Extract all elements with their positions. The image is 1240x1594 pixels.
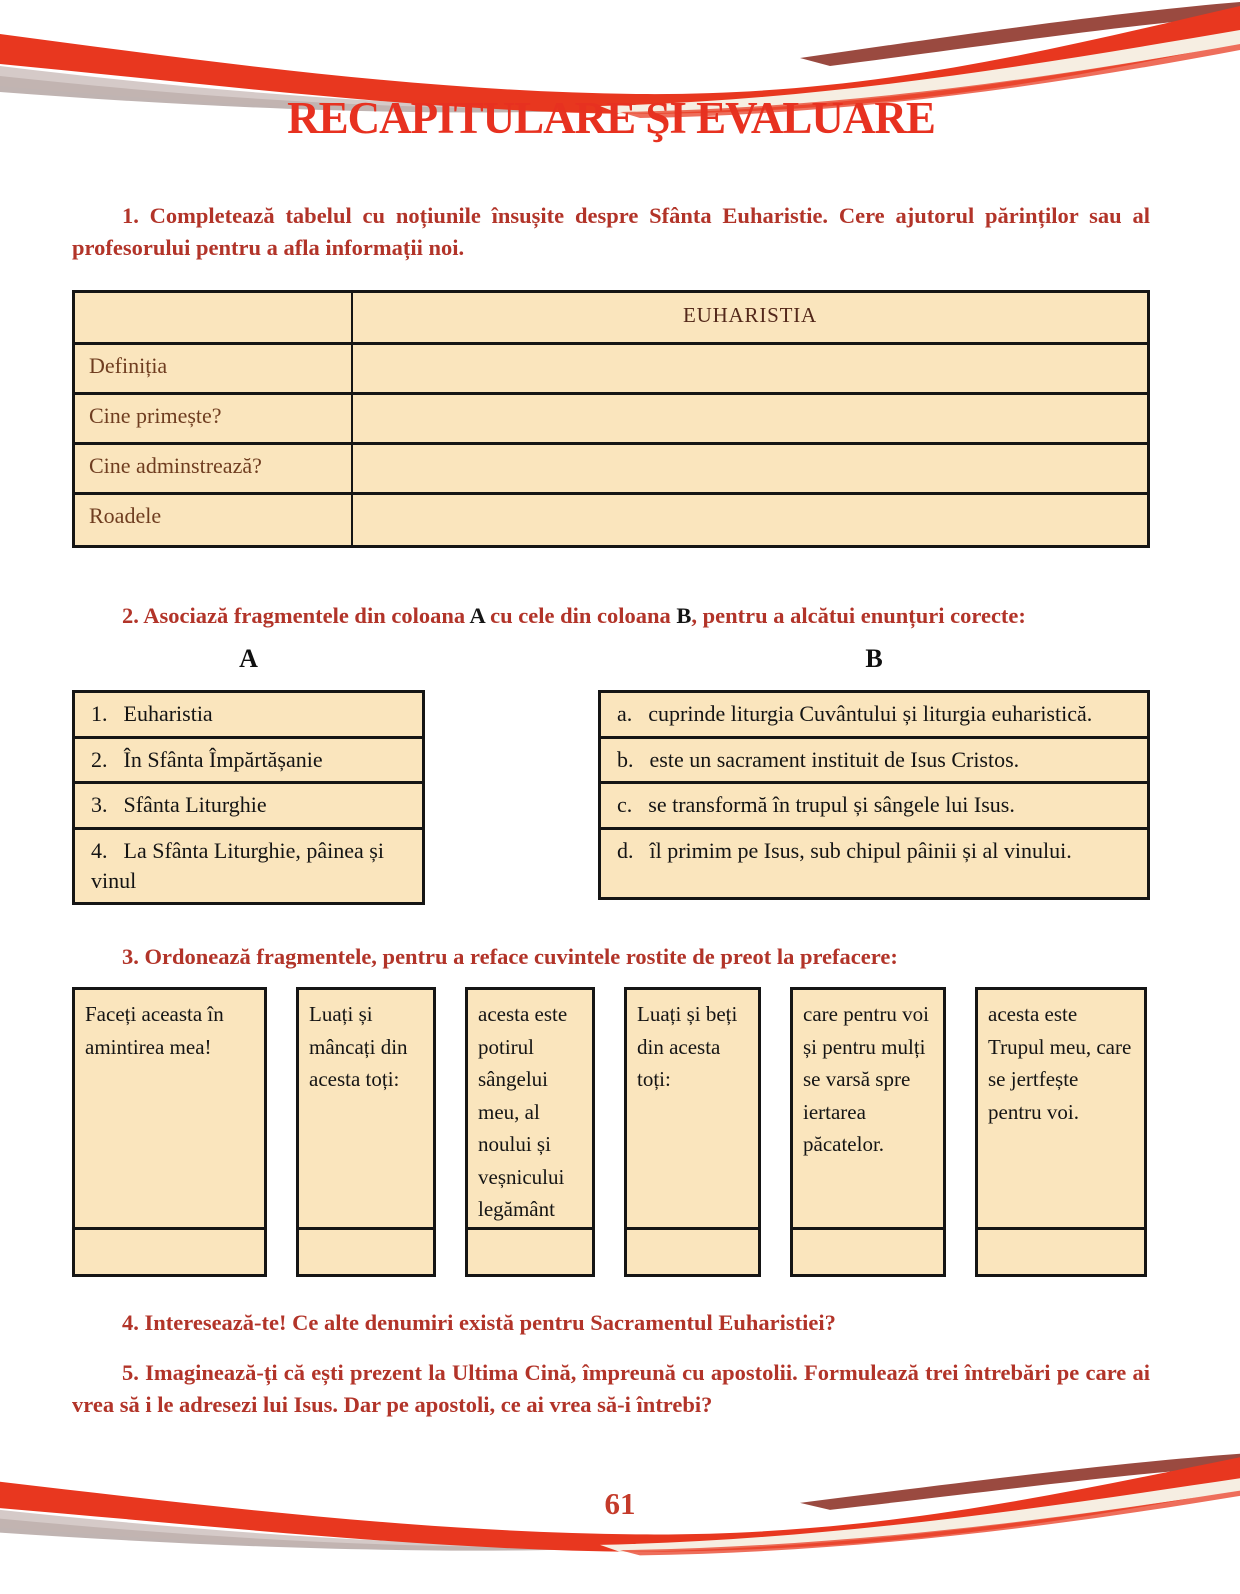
exercise-4-prompt: 4. Interesează-te! Ce alte denumiri există pentru Sacramentul Euharistiei? (122, 1310, 836, 1336)
item-letter: b. (617, 746, 634, 772)
table-empty-cell (353, 345, 1147, 395)
prompt-segment: 2. Asociază fragmentele din coloana (122, 602, 470, 628)
page-title: RECAPITULARE ŞI EVALUARE (287, 93, 935, 143)
column-a-item (75, 736, 422, 782)
fragment-box (790, 987, 946, 1277)
item-letter: a. (617, 700, 633, 726)
table-row-label: Cine adminstrează? (75, 445, 353, 495)
bottom-wave-decoration (0, 1452, 1240, 1594)
column-a-item (75, 693, 422, 736)
fragment-answer-slot (627, 1227, 758, 1274)
fragment-box (975, 987, 1147, 1277)
column-a-item (75, 827, 422, 902)
table-row-label: Roadele (75, 495, 353, 545)
fragment-text: acesta este Trupul meu, care se jertfește pentru voi. (988, 1002, 1132, 1124)
column-b-item (601, 736, 1147, 782)
table-corner-cell (75, 293, 353, 345)
fragment-box (465, 987, 595, 1277)
item-text: se transformă în trupul și sângele lui Isus. (648, 792, 1015, 818)
item-text: îl primim pe Isus, sub chipul pâinii și al vinului. (649, 837, 1072, 863)
fragment-answer-slot (468, 1227, 592, 1274)
column-a-item (75, 781, 422, 827)
item-number: 2. (91, 746, 108, 772)
table-empty-cell (353, 495, 1147, 545)
column-letter-a: A (469, 602, 485, 628)
fragment-text: Luați și mâncați din acesta toți: (309, 1002, 408, 1092)
item-text: Euharistia (123, 700, 213, 726)
item-text: În Sfânta Împărtășanie (123, 746, 323, 772)
exercise-3-prompt: 3. Ordonează fragmentele, pentru a reface cuvintele rostite de preot la prefacere: (122, 944, 898, 970)
matching-tables (72, 690, 1150, 905)
table-row-label: Definiția (75, 345, 353, 395)
fragment-text: acesta este potirul sângelui meu, al noului și veșnicului legământ (478, 1002, 568, 1222)
fragment-text: Faceți aceasta în amintirea mea! (85, 1002, 224, 1059)
column-a-header: A (239, 643, 258, 673)
column-b-header: B (865, 643, 883, 673)
fragment-text: Luați și beți din acesta toți: (637, 1002, 738, 1092)
euharistia-table (72, 290, 1150, 548)
item-number: 4. (91, 837, 108, 863)
item-text: este un sacrament instituit de Isus Cristos. (649, 746, 1020, 772)
column-b-table (598, 690, 1150, 900)
table-empty-cell (353, 395, 1147, 445)
fragment-text: care pentru voi și pentru mulți se varsă spre iertarea păcatelor. (803, 1002, 929, 1157)
column-b-item (601, 781, 1147, 827)
table-column-header: EUHARISTIA (353, 293, 1147, 345)
fragment-boxes (72, 987, 1150, 1277)
fragment-answer-slot (793, 1227, 943, 1274)
item-text: cuprinde liturgia Cuvântului și liturgia euharistică. (648, 700, 1093, 726)
exercise-1-prompt: 1. Completează tabelul cu noțiunile însușite despre Sfânta Euharistie. Cere ajutorul părinților sau al profesorului pentru a afla informații noi. (72, 203, 1150, 260)
table-row-label: Cine primește? (75, 395, 353, 445)
fragment-box (624, 987, 761, 1277)
page-number: 61 (604, 1486, 636, 1521)
item-letter: d. (617, 837, 634, 863)
item-number: 1. (91, 700, 108, 726)
item-number: 3. (91, 792, 108, 818)
column-b-item (601, 693, 1147, 736)
fragment-box (72, 987, 267, 1277)
column-b-item (601, 827, 1147, 897)
item-letter: c. (617, 792, 633, 818)
prompt-segment: , pentru a alcătui enunțuri corecte: (691, 602, 1026, 628)
item-text: Sfânta Liturghie (123, 792, 267, 818)
fragment-box (296, 987, 436, 1277)
fragment-answer-slot (978, 1227, 1144, 1274)
prompt-segment: cu cele din coloana (484, 602, 677, 628)
fragment-answer-slot (75, 1227, 264, 1274)
item-text: La Sfânta Liturghie, pâinea și vinul (91, 837, 384, 893)
column-headers (72, 644, 1150, 674)
column-letter-b: B (676, 602, 692, 628)
exercise-2-prompt (72, 600, 1150, 632)
exercise-5-prompt: 5. Imaginează-ți că ești prezent la Ultima Cină, împreună cu apostolii. Formulează trei întrebări pe care ai vrea să i le adresezi lui Isus. Dar pe apostoli, ce ai vrea să-i întrebi? (72, 1360, 1150, 1418)
fragment-answer-slot (299, 1227, 433, 1274)
table-empty-cell (353, 445, 1147, 495)
column-a-table (72, 690, 425, 905)
